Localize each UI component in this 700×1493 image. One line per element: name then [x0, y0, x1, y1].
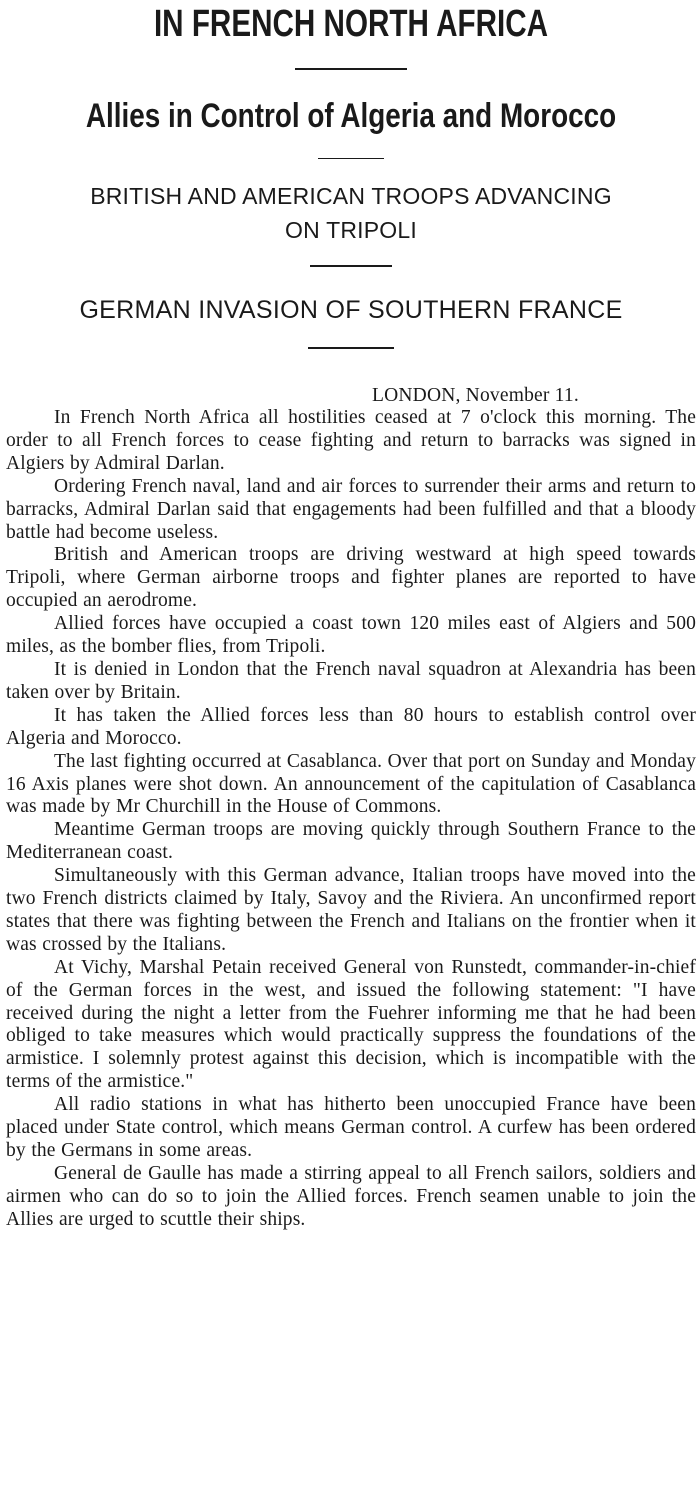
paragraph: Meantime German troops are moving quickly through Southern France to the Mediterranean coast.	[6, 819, 696, 864]
divider-rule	[310, 265, 392, 267]
divider-rule	[295, 68, 407, 70]
paragraph: At Vichy, Marshal Petain received General von Runstedt, commander-in-chief of the German forces in the west, and issued the following statement: "I have received during the night a letter from the Fuehrer informing me that he had been obliged to take measures which would practically suppress the foundations of the armistice. I solemnly protest against this decision, which is incompatible with the terms of the armistice."	[6, 956, 696, 1093]
subheadline-secondary-line1: BRITISH AND AMERICAN TROOPS ADVANCING	[90, 183, 612, 209]
paragraph: Ordering French naval, land and air forces to surrender their arms and return to barracks, Admiral Darlan said that engagements had been fulfilled and that a bloody battle had become useless.	[6, 475, 696, 543]
dateline: LONDON, November 11.	[372, 385, 579, 406]
subheadline-tertiary: GERMAN INVASION OF SOUTHERN FRANCE	[79, 296, 623, 324]
paragraph: General de Gaulle has made a stirring appeal to all French sailors, soldiers and airmen who can do so to join the Allied forces. French seamen unable to join the Allies are urged to scuttle their ships.	[6, 1162, 696, 1230]
paragraph: British and American troops are driving westward at high speed towards Tripoli, where German airborne troops and fighter planes are reported to have occupied an aerodrome.	[6, 544, 696, 612]
paragraph: Simultaneously with this German advance, Italian troops have moved into the two French districts claimed by Italy, Savoy and the Riviera. An unconfirmed report states that there was fighting between the French and Italians on the frontier when it was crossed by the Italians.	[6, 865, 696, 955]
paragraph: In French North Africa all hostilities ceased at 7 o'clock this morning. The order to all French forces to cease fighting and return to barracks was signed in Algiers by Admiral Darlan.	[6, 407, 696, 474]
subheadline-secondary	[6, 179, 696, 247]
paragraph: Allied forces have occupied a coast town 120 miles east of Algiers and 500 miles, as the bomber flies, from Tripoli.	[6, 613, 696, 658]
article-body	[6, 407, 696, 1232]
paragraph: All radio stations in what has hitherto been unoccupied France have been placed under State control, which means German control. A curfew has been ordered by the Germans in some areas.	[6, 1094, 696, 1161]
paragraph: It has taken the Allied forces less than 80 hours to establish control over Algeria and Morocco.	[6, 704, 696, 749]
headline: IN FRENCH NORTH AFRICA	[153, 3, 549, 45]
paragraph: The last fighting occurred at Casablanca. Over that port on Sunday and Monday 16 Axis planes were shot down. An announcement of the capitulation of Casablanca was made by Mr Churchill in the House of Commons.	[6, 750, 696, 818]
subheadline-primary: Allies in Control of Algeria and Morocco	[85, 97, 617, 135]
divider-rule	[318, 158, 384, 159]
paragraph: It is denied in London that the French naval squadron at Alexandria has been taken over by Britain.	[6, 658, 696, 703]
divider-rule	[308, 347, 394, 349]
subheadline-secondary-line2: ON TRIPOLI	[285, 217, 417, 243]
